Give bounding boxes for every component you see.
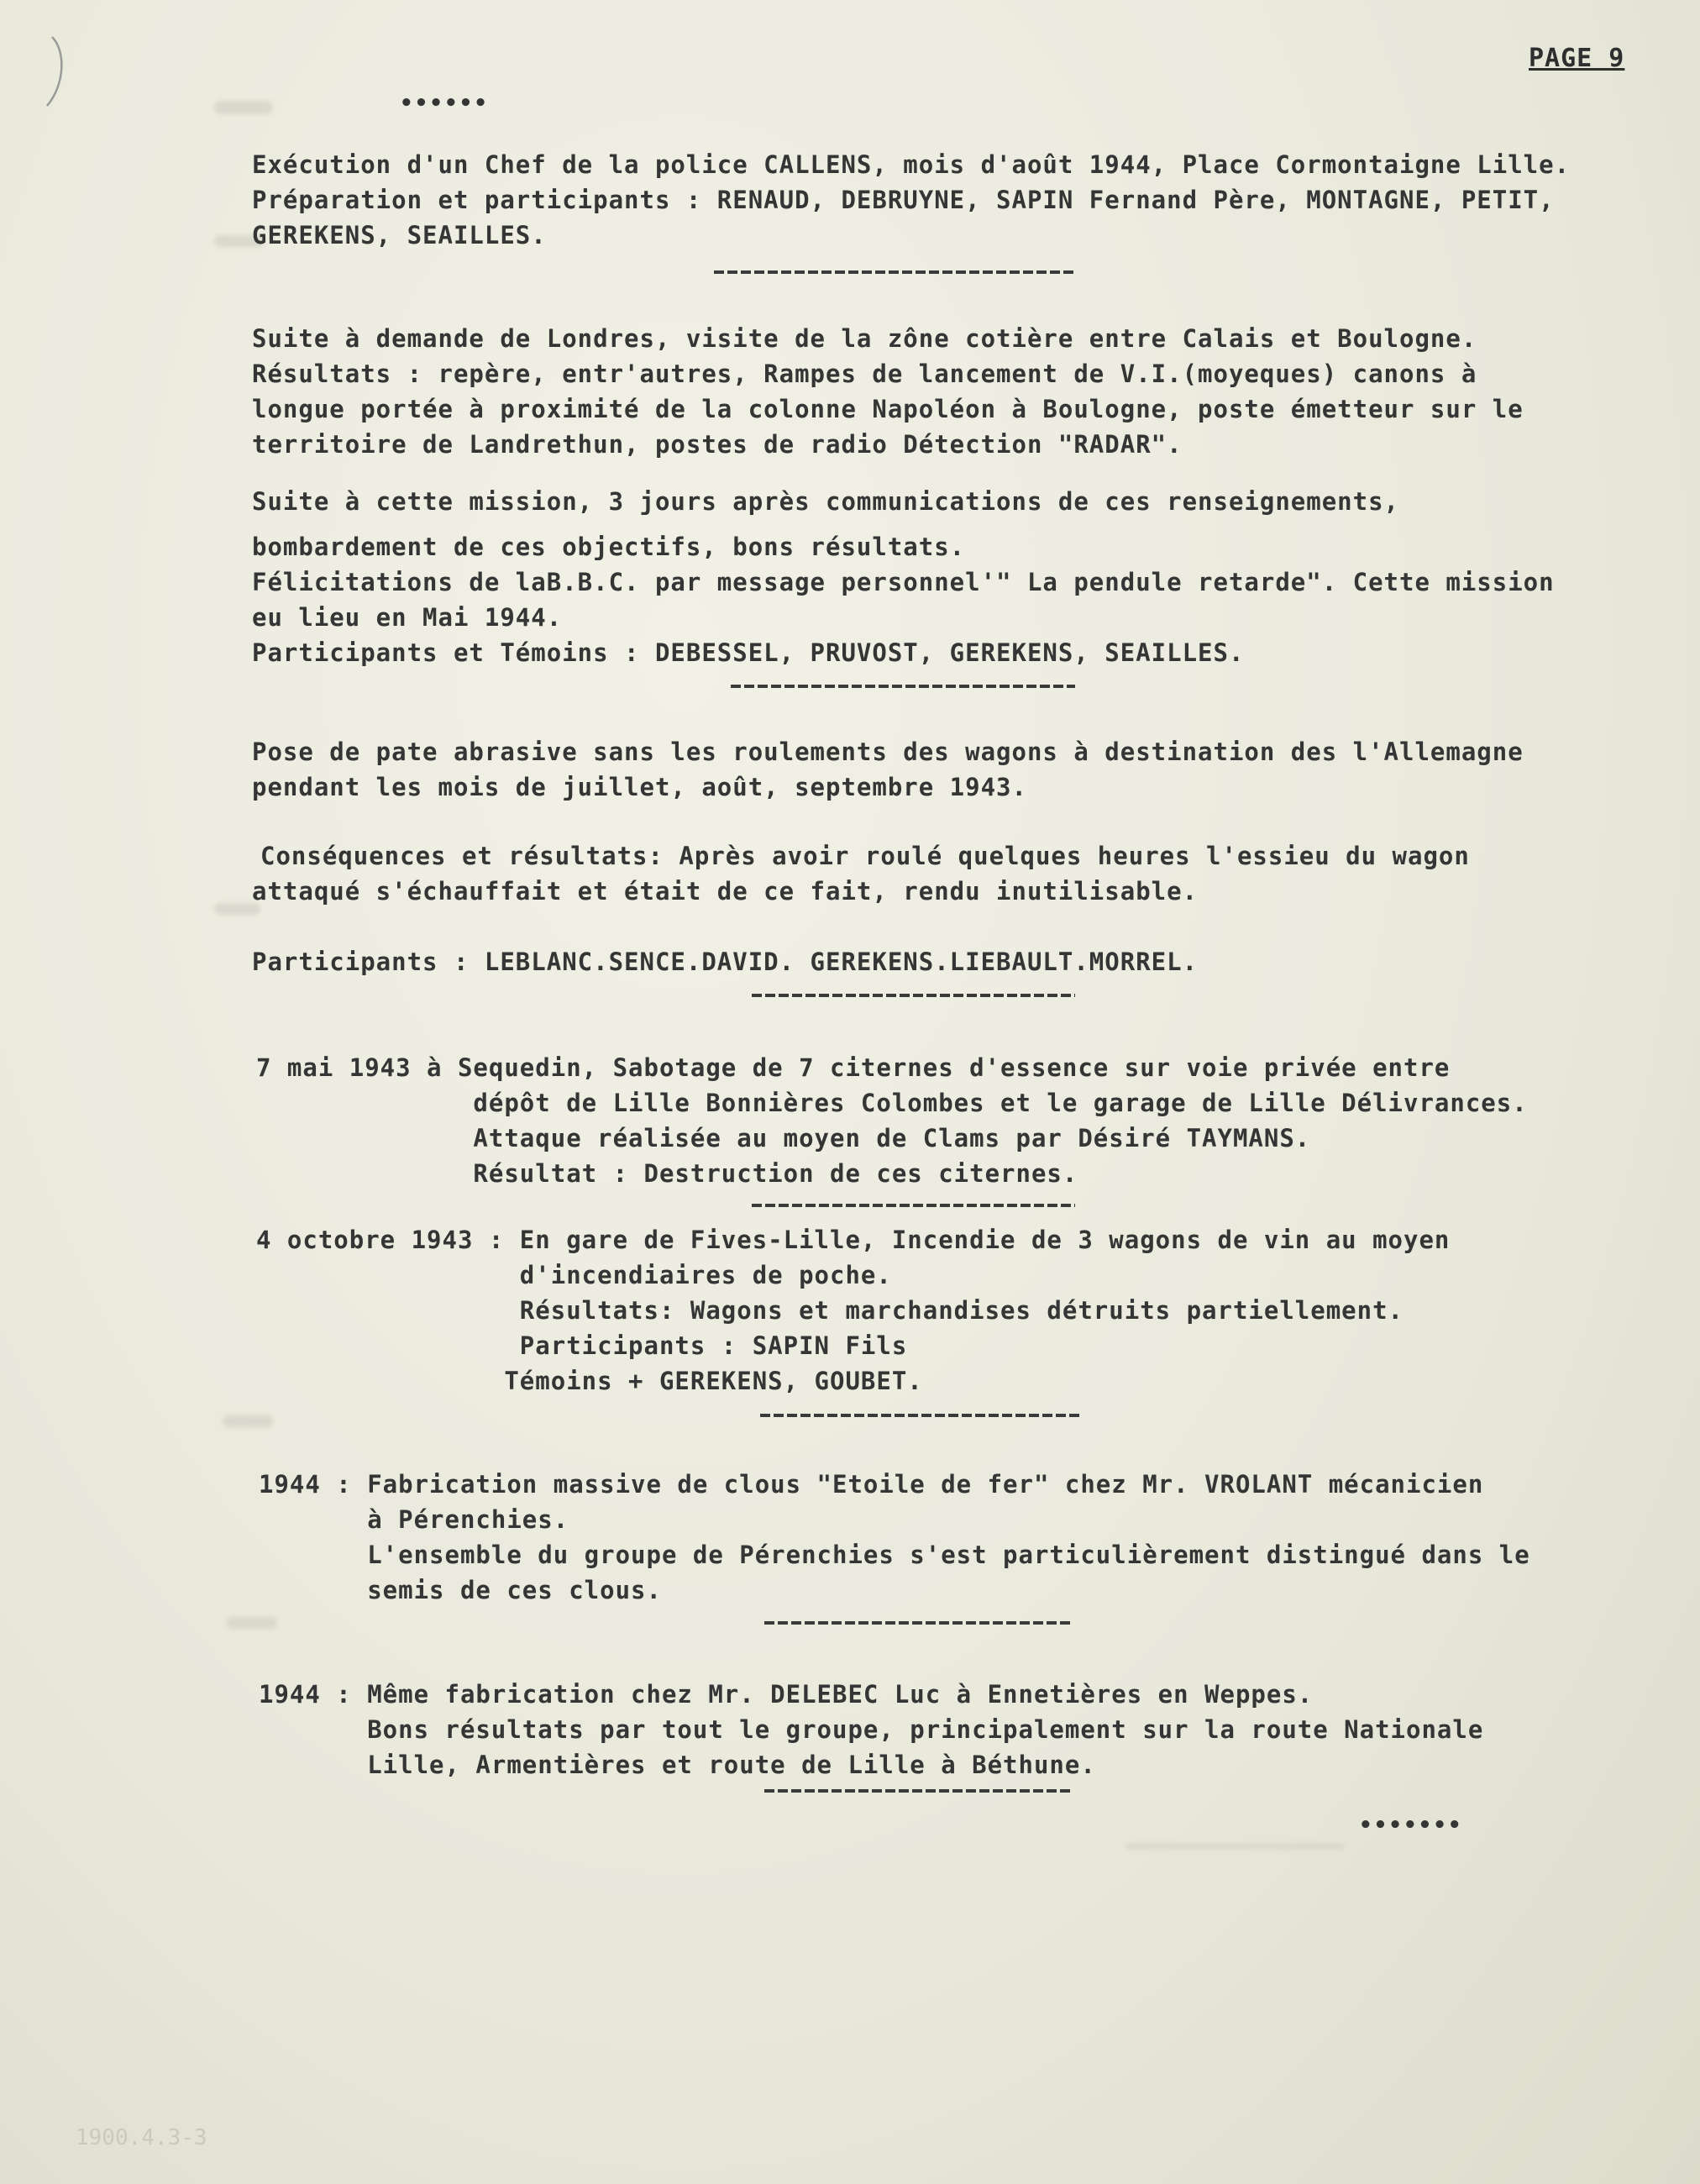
pencil-mark-icon <box>40 34 74 109</box>
section-2b-line-1: Suite à cette mission, 3 jours après communications de ces renseignements, <box>252 487 1400 516</box>
smudge <box>1125 1844 1344 1849</box>
section-5-line-2: d'incendiaires de poche. <box>256 1261 892 1289</box>
section-2-line-1: Suite à demande de Londres, visite de la zône cotière entre Calais et Boulogne. <box>252 324 1477 353</box>
section-3-line-2: pendant les mois de juillet, août, septembre 1943. <box>252 773 1027 801</box>
section-5-line-4: Participants : SAPIN Fils <box>256 1331 908 1360</box>
separator <box>714 270 1075 274</box>
section-4-line-1: 7 mai 1943 à Sequedin, Sabotage de 7 citernes d'essence sur voie privée entre <box>256 1053 1451 1082</box>
page-number: PAGE 9 <box>1529 44 1625 73</box>
bottom-stamp: 1900.4.3-3 <box>76 2125 207 2150</box>
section-2-line-4: territoire de Landrethun, postes de radio Détection "RADAR". <box>252 430 1183 459</box>
section-5-line-1: 4 octobre 1943 : En gare de Fives-Lille, Incendie de 3 wagons de vin au moyen <box>256 1226 1451 1254</box>
section-2-line-3: longue portée à proximité de la colonne Napoléon à Boulogne, poste émetteur sur le <box>252 395 1524 423</box>
section-6-line-2: à Pérenchies. <box>259 1505 569 1534</box>
section-5-line-5: Témoins + GEREKENS, GOUBET. <box>256 1367 923 1395</box>
section-7-line-1: 1944 : Même fabrication chez Mr. DELEBEC Luc à Ennetières en Weppes. <box>259 1680 1314 1709</box>
separator <box>731 685 1075 688</box>
section-3b-line-1: Conséquences et résultats: Après avoir roulé quelques heures l'essieu du wagon <box>260 842 1470 870</box>
smudge <box>227 1617 277 1629</box>
section-1-line-1: Exécution d'un Chef de la police CALLENS, mois d'août 1944, Place Cormontaigne Lille. <box>252 150 1571 179</box>
section-7-line-2: Bons résultats par tout le groupe, principalement sur la route Nationale <box>259 1715 1484 1744</box>
section-2b-line-3: Félicitations de laB.B.C. par message personnel'" La pendule retarde". Cette mission <box>252 568 1555 596</box>
separator <box>752 994 1075 997</box>
section-3c-line-1: Participants : LEBLANC.SENCE.DAVID. GEREKENS.LIEBAULT.MORREL. <box>252 948 1199 976</box>
section-6-line-4: semis de ces clous. <box>259 1576 662 1604</box>
section-6-line-3: L'ensemble du groupe de Pérenchies s'est particulièrement distingué dans le <box>259 1541 1530 1569</box>
section-4-line-4: Résultat : Destruction de ces citernes. <box>256 1159 1078 1188</box>
separator <box>760 1414 1079 1417</box>
section-3b-line-2: attaqué s'échauffait et était de ce fait, rendu inutilisable. <box>252 877 1199 906</box>
separator <box>764 1789 1071 1793</box>
section-4-line-2: dépôt de Lille Bonnières Colombes et le garage de Lille Délivrances. <box>256 1089 1528 1117</box>
section-1-line-2: Préparation et participants : RENAUD, DEBRUYNE, SAPIN Fernand Père, MONTAGNE, PETIT, <box>252 186 1555 214</box>
section-2b-line-2: bombardement de ces objectifs, bons résultats. <box>252 533 966 561</box>
section-6-line-1: 1944 : Fabrication massive de clous "Etoile de fer" chez Mr. VROLANT mécanicien <box>259 1470 1484 1499</box>
section-1-line-3: GEREKENS, SEAILLES. <box>252 221 547 249</box>
section-4-line-3: Attaque réalisée au moyen de Clams par Désiré TAYMANS. <box>256 1124 1311 1152</box>
separator <box>764 1621 1071 1625</box>
section-7-line-3: Lille, Armentières et route de Lille à Béthune. <box>259 1751 1096 1779</box>
section-2b-line-4: eu lieu en Mai 1944. <box>252 603 563 632</box>
section-5-line-3: Résultats: Wagons et marchandises détruits partiellement. <box>256 1296 1404 1325</box>
smudge <box>223 1415 273 1427</box>
stars-top: •••••• <box>400 91 489 116</box>
smudge <box>214 101 273 114</box>
section-2-line-2: Résultats : repère, entr'autres, Rampes de lancement de V.I.(moyeques) canons à <box>252 360 1477 388</box>
section-3-line-1: Pose de pate abrasive sans les roulements des wagons à destination des l'Allemagne <box>252 738 1524 766</box>
section-2b-line-5: Participants et Témoins : DEBESSEL, PRUVOST, GEREKENS, SEAILLES. <box>252 638 1245 667</box>
stars-bottom: ••••••• <box>1359 1813 1463 1838</box>
separator <box>752 1204 1075 1207</box>
